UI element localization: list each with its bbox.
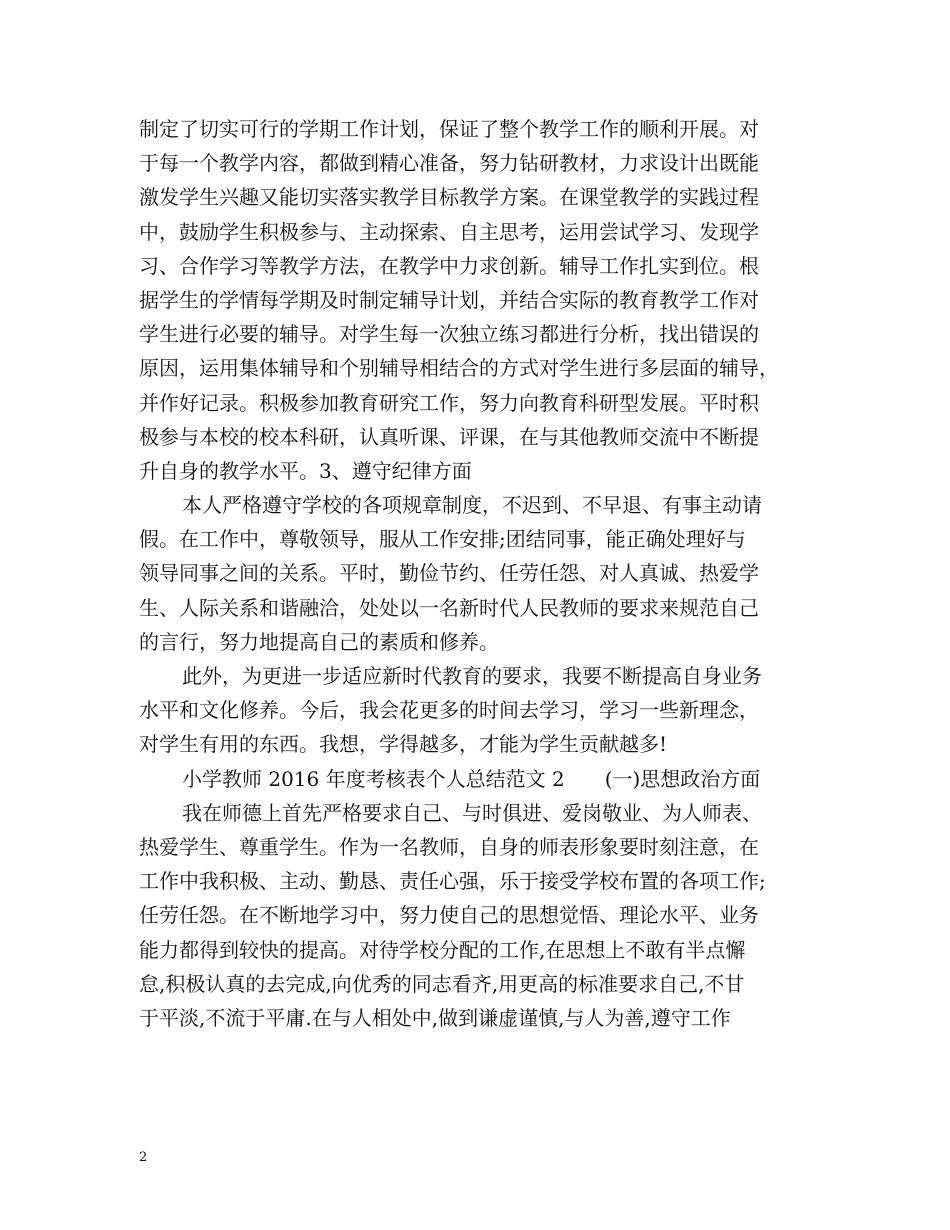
- text-line: 极参与本校的校本科研，认真听课、评课，在与其他教师交流中不断提: [139, 424, 759, 449]
- text-line: 升自身的教学水平。3、遵守纪律方面: [139, 458, 472, 483]
- text-line: 制定了切实可行的学期工作计划，保证了整个教学工作的顺利开展。对: [139, 117, 759, 141]
- text-line: 领导同事之间的关系。平时，勤俭节约、任劳任怨、对人真诚、热爱学: [139, 561, 759, 586]
- text-line: 的言行，努力地提高自己的素质和修养。: [139, 629, 499, 654]
- text-line: 激发学生兴趣又能切实落实教学目标教学方案。在课堂教学的实践过程: [139, 185, 759, 210]
- text-line: 任劳任怨。在不断地学习中，努力使自己的思想觉悟、理论水平、业务: [139, 903, 759, 928]
- text-line: 原因，运用集体辅导和个别辅导相结合的方式对学生进行多层面的辅导，: [139, 356, 779, 381]
- text-line: 此外，为更进一步适应新时代教育的要求，我要不断提高自身业务: [182, 664, 762, 688]
- text-line: 工作中我积极、主动、勤恳、责任心强，乐于接受学校布置的各项工作;: [139, 869, 766, 894]
- page-number: 2: [139, 1150, 148, 1165]
- text-line: 于平淡,不流于平庸.在与人相处中,做到谦虚谨慎,与人为善,遵守工作: [139, 1005, 731, 1030]
- text-line: 水平和文化修养。今后，我会花更多的时间去学习，学习一些新理念，: [139, 698, 759, 723]
- document-body: [139, 112, 819, 1035]
- text-line: 我在师德上首先严格要求自己、与时俱进、爱岗敬业、为人师表、: [182, 800, 762, 825]
- text-line: 中，鼓励学生积极参与、主动探索、自主思考，运用尝试学习、发现学: [139, 219, 759, 244]
- text-line: 怠,积极认真的去完成,向优秀的同志看齐,用更高的标准要求自己,不甘: [139, 971, 745, 996]
- text-line: 小学教师 2016 年度考核表个人总结范文 2 (一)思想政治方面: [182, 766, 761, 791]
- text-line: 生、人际关系和谐融洽，处处以一名新时代人民教师的要求来规范自己: [139, 595, 759, 620]
- text-line: 学生进行必要的辅导。对学生每一次独立练习都进行分析，找出错误的: [139, 322, 759, 347]
- text-line: 热爱学生、尊重学生。作为一名教师，自身的师表形象要时刻注意，在: [139, 834, 759, 859]
- text-line: 于每一个教学内容，都做到精心准备，努力钻研教材，力求设计出既能: [139, 151, 759, 176]
- text-line: 对学生有用的东西。我想，学得越多，才能为学生贡献越多!: [139, 732, 668, 757]
- text-line: 能力都得到较快的提高。对待学校分配的工作,在思想上不敢有半点懈: [139, 937, 746, 962]
- text-line: 并作好记录。积极参加教育研究工作，努力向教育科研型发展。平时积: [139, 390, 759, 415]
- text-line: 假。在工作中，尊敬领导，服从工作安排;团结同事，能正确处理好与: [139, 527, 746, 552]
- text-line: 本人严格遵守学校的各项规章制度，不迟到、不早退、有事主动请: [182, 493, 762, 518]
- text-line: 据学生的学情每学期及时制定辅导计划，并结合实际的教育教学工作对: [139, 287, 759, 312]
- text-line: 习、合作学习等教学方法，在教学中力求创新。辅导工作扎实到位。根: [139, 253, 759, 278]
